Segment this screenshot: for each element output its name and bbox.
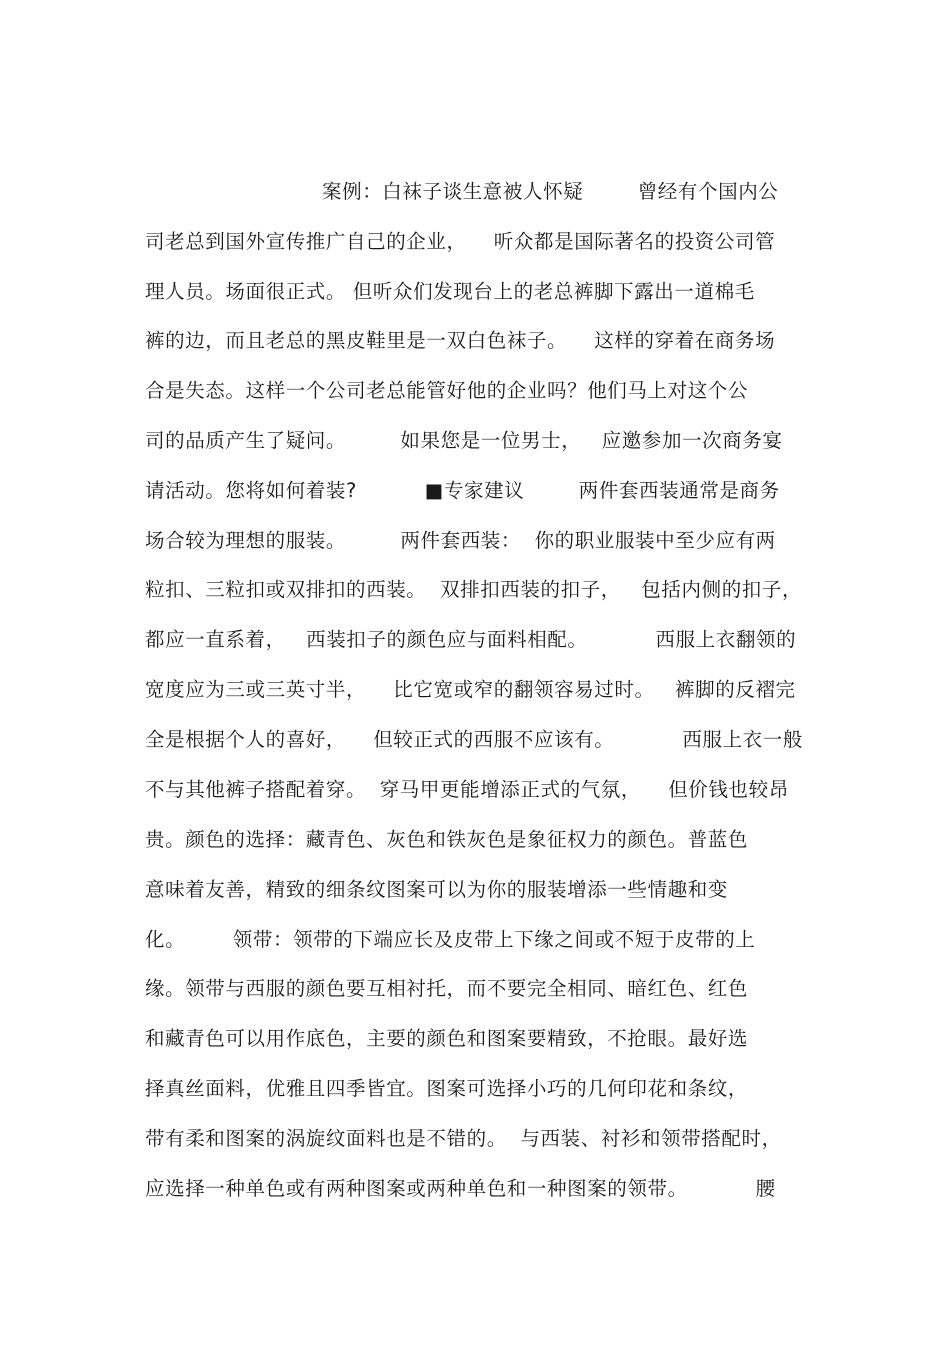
text-line: 案例：白袜子谈生意被人怀疑 曾经有个国内公 — [322, 180, 779, 203]
text-line: 宽度应为三或三英寸半， 比它宽或窄的翻领容易过时。 裤脚的反褶完 — [145, 678, 796, 701]
text-line: 应选择一种单色或有两种图案或两种单色和一种图案的领带。 腰 — [145, 1177, 776, 1200]
text-line: 和藏青色可以用作底色，主要的颜色和图案要精致，不抢眼。最好选 — [145, 1027, 749, 1050]
text-line: 司老总到国外宣传推广自己的企业， 听众都是国际著名的投资公司管 — [145, 230, 776, 253]
text-line: 合是失态。这样一个公司老总能管好他的企业吗？他们马上对这个公 — [145, 379, 749, 402]
text-line: 粒扣、三粒扣或双排扣的西装。 双排扣西装的扣子， 包括内侧的扣子， — [145, 578, 803, 601]
text-line: 场合较为理想的服装。 两件套西装： 你的职业服装中至少应有两 — [145, 529, 776, 552]
text-line: 司的品质产生了疑问。 如果您是一位男士， 应邀参加一次商务宴 — [145, 429, 783, 452]
text-line: 不与其他裤子搭配着穿。 穿马甲更能增添正式的气氛， 但价钱也较昂 — [145, 778, 789, 801]
text-line: 择真丝面料，优雅且四季皆宜。图案可选择小巧的几何印花和条纹， — [145, 1077, 749, 1100]
text-line: 理人员。场面很正式。 但听众们发现台上的老总裤脚下露出一道棉毛 — [145, 280, 755, 303]
text-line: 都应一直系着， 西装扣子的颜色应与面料相配。 西服上衣翻领的 — [145, 628, 797, 651]
text-line: 全是根据个人的喜好， 但较正式的西服不应该有。 西服上衣一般 — [145, 728, 803, 751]
text-line: 意味着友善，精致的细条纹图案可以为你的服装增添一些情趣和变 — [145, 878, 728, 901]
text-line: 贵。颜色的选择：藏青色、灰色和铁灰色是象征权力的颜色。普蓝色 — [145, 828, 749, 851]
text-line: 裤的边，而且老总的黑皮鞋里是一双白色袜子。 这样的穿着在商务场 — [145, 329, 776, 352]
text-line: 请活动。您将如何着装? ■专家建议 两件套西装通常是商务 — [145, 479, 780, 502]
text-line: 带有柔和图案的涡旋纹面料也是不错的。 与西装、衬衫和领带搭配时， — [145, 1127, 782, 1150]
text-line: 化。 领带：领带的下端应长及皮带上下缘之间或不短于皮带的上 — [145, 928, 756, 951]
text-line: 缘。领带与西服的颜色要互相衬托，而不要完全相同、暗红色、红色 — [145, 977, 749, 1000]
